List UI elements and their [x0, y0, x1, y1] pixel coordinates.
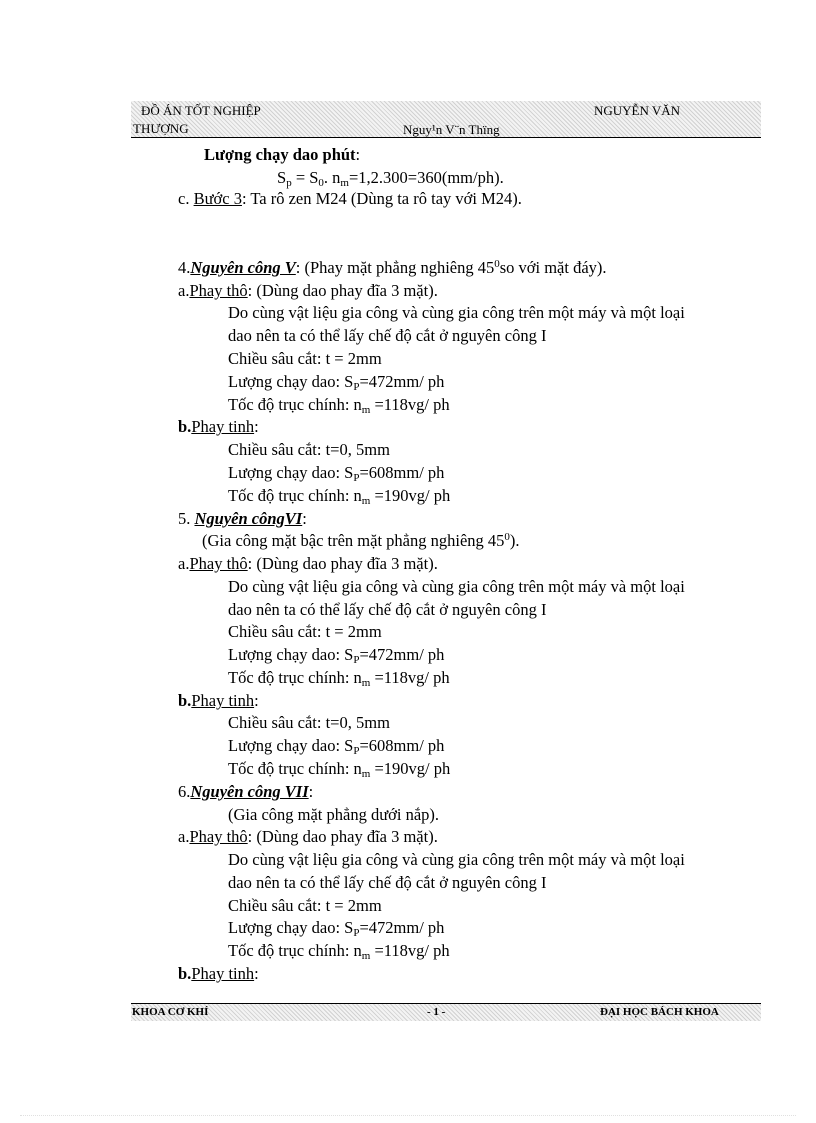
section-vi-heading: 5. Nguyên côngVI:	[178, 509, 307, 528]
header-right-name: NGUYỄN VĂN	[594, 103, 681, 118]
footer-page-number: - 1 -	[427, 1006, 446, 1018]
header-author: Nguy¹n V¨n Thïng	[403, 122, 500, 137]
section-v-heading: 4.Nguyên công V: (Phay mặt phẳng nghiêng $45^0so$ với mặt đáy).	[178, 258, 607, 277]
section-vi-depth-rough: Chiều sâu cắt: t = 2mm	[228, 622, 382, 641]
section-vii-feed-rough: Lượng chạy dao: $S_P=472mm/$ ph	[228, 918, 445, 939]
section-v-rough-milling: a.Phay thô: (Dùng dao phay đĩa 3 mặt).	[178, 281, 438, 300]
section-v-paragraph-1: Do cùng vật liệu gia công và cùng gia công trên một máy và một loại	[228, 303, 685, 322]
section-vii-speed-rough: Tốc độ trục chính: $n_m =118vg/$ ph	[228, 941, 450, 962]
section-v-depth-rough: Chiều sâu cắt: t = 2mm	[228, 349, 382, 368]
section-vii-depth-rough: Chiều sâu cắt: t = 2mm	[228, 896, 382, 915]
section-v-feed-rough: Lượng chạy dao: $S_P=472mm/$ ph	[228, 372, 445, 393]
section-v-feed-finish: Lượng chạy dao: $S_P=608mm/$ ph	[228, 463, 445, 484]
section-vi-feed-rough: Lượng chạy dao: $S_P=472mm/$ ph	[228, 645, 445, 666]
section-vi-finish-milling: b.Phay tinh:	[178, 691, 259, 710]
footer-faculty: KHOA CƠ KHÍ	[132, 1006, 209, 1018]
section-vii-rough-milling: a.Phay thô: (Dùng dao phay đĩa 3 mặt).	[178, 827, 438, 846]
footer-university: ĐẠI HỌC BÁCH KHOA	[600, 1006, 719, 1018]
section-vi-rough-milling: a.Phay thô: (Dùng dao phay đĩa 3 mặt).	[178, 554, 438, 573]
section-vii-paragraph-1: Do cùng vật liệu gia công và cùng gia công trên một máy và một loại	[228, 850, 685, 869]
section-vii-finish-milling: b.Phay tinh:	[178, 964, 259, 983]
section-vii-paragraph-2: dao nên ta có thể lấy chế độ cắt ở nguyên công I	[228, 873, 547, 892]
header-title-line2: THƯỢNG	[133, 121, 189, 136]
section-vi-paragraph-2: dao nên ta có thể lấy chế độ cắt ở nguyên công I	[228, 600, 547, 619]
section-vi-feed-finish: Lượng chạy dao: $S_P=608mm/$ ph	[228, 736, 445, 757]
section-v-depth-finish: Chiều sâu cắt: t=0, 5mm	[228, 440, 390, 459]
section-vi-depth-finish: Chiều sâu cắt: t=0, 5mm	[228, 713, 390, 732]
section-vii-description: (Gia công mặt phẳng dưới nắp).	[228, 805, 440, 824]
step3-line: c. Bước 3: Ta rô zen M24 (Dùng ta rô tay với M24).	[178, 189, 522, 208]
section-vi-speed-rough: Tốc độ trục chính: $n_m =118vg/$ ph	[228, 668, 450, 689]
section-vii-heading: 6.Nguyên công VII:	[178, 782, 314, 801]
section-v-speed-rough: Tốc độ trục chính: $n_m =118vg/$ ph	[228, 395, 450, 416]
section-vi-paragraph-1: Do cùng vật liệu gia công và cùng gia công trên một máy và một loại	[228, 577, 685, 596]
header-title-line1: ĐỒ ÁN TỐT NGHIỆP	[141, 103, 261, 118]
page-footer	[131, 1003, 761, 1021]
section-vi-description: (Gia công mặt bậc trên mặt phẳng nghiêng $45^0$).	[202, 531, 520, 550]
feed-formula: $S_p = S_0$. $n_m=1,2.300=360(mm/ph)$.	[277, 168, 504, 189]
section-v-speed-finish: Tốc độ trục chính: $n_m =190vg/$ ph	[228, 486, 451, 507]
page-edge-divider	[20, 1115, 796, 1116]
feed-per-minute-heading: Lượng chạy dao phút:	[204, 145, 361, 164]
section-v-paragraph-2: dao nên ta có thể lấy chế độ cắt ở nguyên công I	[228, 326, 547, 345]
section-v-finish-milling: b.Phay tinh:	[178, 417, 259, 436]
section-vi-speed-finish: Tốc độ trục chính: $n_m =190vg/$ ph	[228, 759, 451, 780]
